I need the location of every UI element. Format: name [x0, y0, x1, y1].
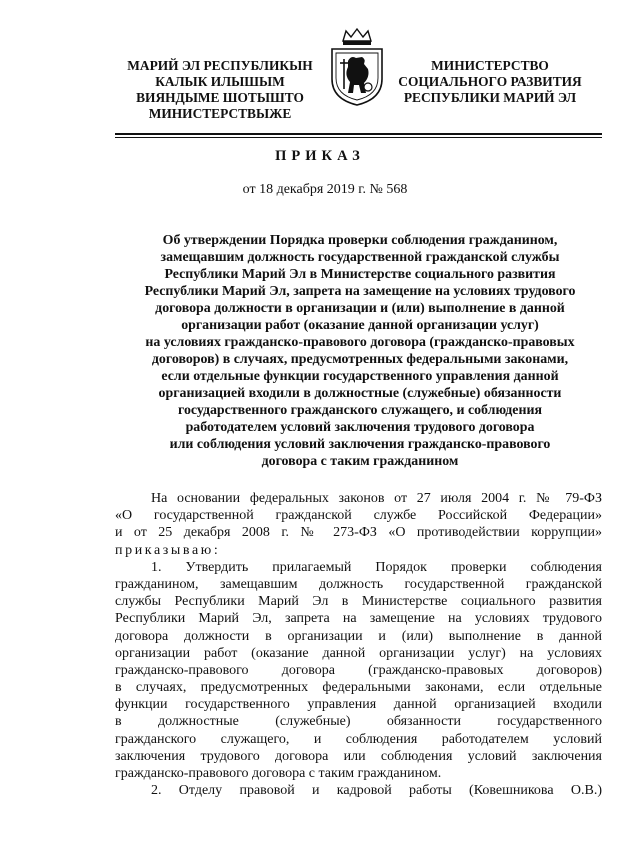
- header-left-line: МАРИЙ ЭЛ РЕСПУБЛИКЫН: [127, 58, 313, 73]
- body-line: гражданско-правового договора (гражданско-правовых договоров): [115, 662, 602, 678]
- header-right-line: МИНИСТЕРСТВО: [431, 58, 549, 73]
- header-divider-thin: [115, 137, 602, 138]
- subject-line: Республики Марий Эл, запрета на замещение на условиях трудового: [144, 284, 576, 299]
- subject-line: организации работ (оказание данной организации услуг): [181, 318, 539, 333]
- header-left-line: МИНИСТЕРСТВЫЖЕ: [148, 106, 292, 121]
- body-line: «О государственной гражданской службе Российской Федерации»: [115, 508, 602, 524]
- body-line: 1. Утвердить прилагаемый Порядок проверки соблюдения: [151, 559, 602, 575]
- header-right-line: СОЦИАЛЬНОГО РАЗВИТИЯ: [398, 74, 582, 89]
- body-line: гражданином, замещавшим должность государственной гражданской: [115, 576, 602, 592]
- subject-line: договора с таким гражданином: [261, 454, 459, 469]
- subject-line: Об утверждении Порядка проверки соблюдения гражданином,: [162, 233, 558, 248]
- body-line: приказываю:: [115, 542, 221, 558]
- subject-line: организацией входили в должностные (служебные) обязанности: [158, 386, 562, 401]
- header-left-line: ВИЯНДЫМЕ ШОТЫШТО: [136, 90, 304, 105]
- body-line: гражданско-правового договора с таким гражданином.: [115, 766, 442, 781]
- subject-line: или соблюдения условий заключения гражданско-правового: [169, 437, 551, 452]
- body-line: 2. Отделу правовой и кадровой работы (Ковешникова О.В.): [151, 783, 602, 799]
- subject-line: если отдельные функции государственного управления данной: [161, 369, 559, 384]
- body-line: в случаях, предусмотренных федеральными законами, если отдельные: [115, 680, 602, 696]
- subject-line: государственного гражданского служащего, и соблюдения: [178, 403, 542, 418]
- body-line: договора должности в организации и (или) выполнение в данной: [115, 628, 602, 644]
- coat-of-arms-icon: [326, 27, 388, 107]
- body-line: функции государственного управления данной организацией входили: [115, 697, 602, 713]
- subject-line: Республики Марий Эл в Министерстве социального развития: [164, 267, 556, 282]
- body-line: службы Республики Марий Эл в Министерстве социального развития: [115, 594, 602, 610]
- body-line: заключения трудового договора или соблюдения условий заключения: [115, 748, 602, 764]
- order-subject: [110, 232, 610, 470]
- header-divider-thick: [115, 133, 602, 135]
- header-left-line: КАЛЫК ИЛЫШЫМ: [155, 74, 285, 89]
- body-line: На основании федеральных законов от 27 июля 2004 г. № 79-ФЗ: [151, 491, 602, 506]
- subject-line: договора должности в организации и (или) выполнение в данной: [155, 301, 565, 316]
- subject-line: договоров) в случаях, предусмотренных федеральными законами,: [151, 352, 569, 367]
- header-left-block: [120, 58, 320, 122]
- header-right-line: РЕСПУБЛИКИ МАРИЙ ЭЛ: [403, 90, 577, 105]
- subject-line: работодателем условий заключения трудового договора: [185, 420, 535, 435]
- header-right-block: [385, 58, 595, 106]
- body-line: Республики Марий Эл, запрета на замещение на условиях трудового: [115, 611, 602, 627]
- body-line: и от 25 декабря 2008 г. № 273-ФЗ «О противодействии коррупции»: [115, 525, 602, 541]
- body-line: в должностные (служебные) обязанности государственного: [115, 714, 602, 730]
- order-body: [115, 490, 602, 799]
- subject-line: на условиях гражданско-правового договора (гражданско-правовых: [145, 335, 575, 350]
- subject-line: замещавшим должность государственной гражданской службы: [160, 250, 560, 265]
- body-line: организации работ (оказание данной организации услуг) на условиях: [115, 645, 602, 661]
- order-date: от 18 декабря 2019 г. № 568: [242, 182, 408, 197]
- document-header: [0, 0, 640, 140]
- body-line: гражданского служащего, и соблюдения работодателем условий: [115, 731, 602, 747]
- order-title: ПРИКАЗ: [275, 148, 365, 164]
